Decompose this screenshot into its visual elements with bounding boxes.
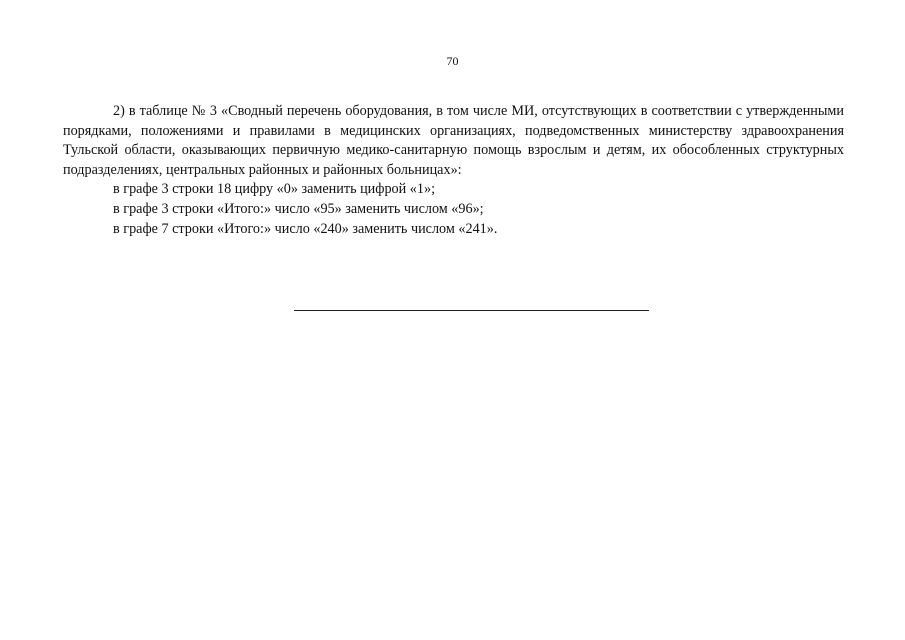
amendment-intro-paragraph: 2) в таблице № 3 «Сводный перечень оборудования, в том числе МИ, отсутствующих в соответствии с утвержденными порядками, положениями и правилами в медицинских организациях, подведомственных министерству здравоохранения Тульской области, оказывающих первичную медико-санитарную помощь взрослым и детям, их обособленных структурных подразделениях, центральных районных и районных больницах»:: [63, 103, 844, 178]
document-body: [63, 102, 844, 239]
amendment-change-line: в графе 7 строки «Итого:» число «240» заменить числом «241».: [113, 220, 498, 237]
amendment-change-line: в графе 3 строки 18 цифру «0» заменить цифрой «1»;: [113, 181, 436, 198]
end-separator-line: [294, 310, 649, 311]
page-number: 70: [446, 54, 459, 68]
amendment-change-line: в графе 3 строки «Итого:» число «95» заменить числом «96»;: [113, 200, 484, 217]
